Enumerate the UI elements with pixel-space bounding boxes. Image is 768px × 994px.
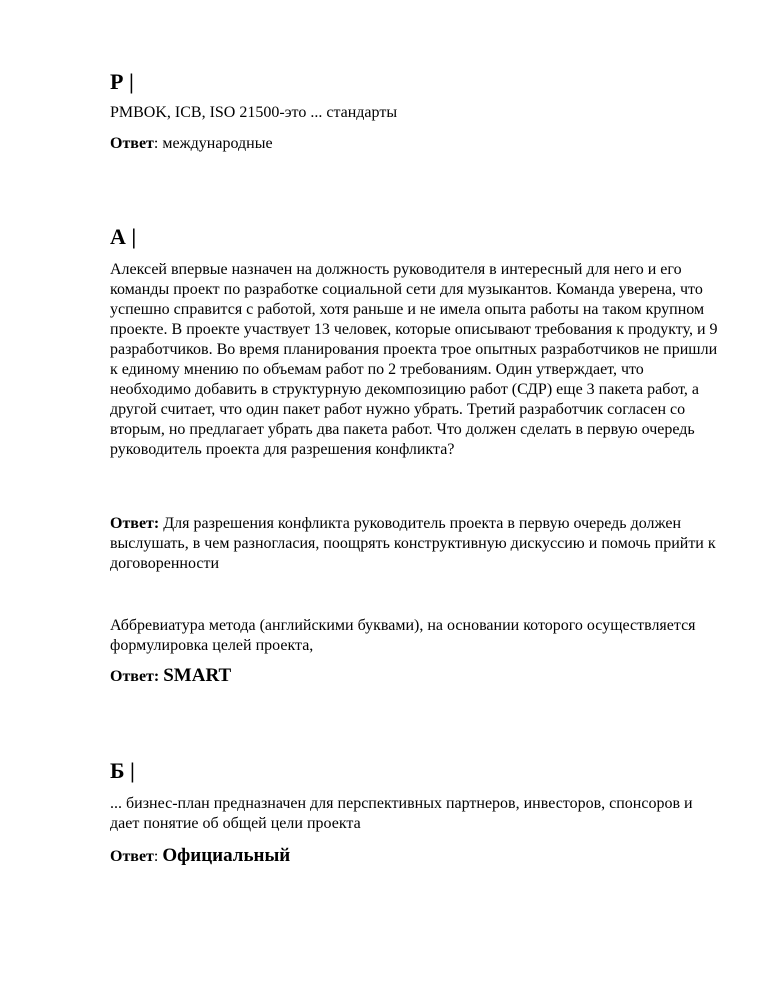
answer-text: Для разрешения конфликта руководитель проекта в первую очередь должен выслушать, в чем разногласия, поощрять конструктивную дискуссию и помочь прийти к договоренности <box>110 515 716 572</box>
question-text: ... бизнес-план предназначен для перспективных партнеров, инвесторов, спонсоров и дает понятие об общей цели проекта <box>110 795 693 832</box>
section-heading-b: Б | <box>110 758 135 783</box>
answer-text: международные <box>162 135 273 152</box>
answer-line <box>110 666 720 687</box>
answer-separator: : <box>153 135 163 152</box>
question-text: Алексей впервые назначен на должность руководителя в интересный для него и его команды проект по разработке социальной сети для музыкантов. Команда уверена, что успешно справится с работой, хотя раньше и не имела опыта работы на таком крупном проекте. В проекте участвует 13 человек, которые описывают требования к продукту, и 9 разработчиков. Во время планирования проекта трое опытных разработчиков не пришли к единому мнению по объемам работ по 2 требованиям. Один утверждает, что необходимо добавить в структурную декомпозицию работ (СДР) еще 3 пакета работ, а другой считает, что один пакет работ нужно убрать. Третий разработчик согласен со вторым, но предлагает убрать два пакета работ. Что должен сделать в первую очередь руководитель проекта для разрешения конфликта? <box>110 261 718 458</box>
answer-text: Официальный <box>162 845 291 866</box>
answer-line <box>110 846 720 867</box>
answer-label: Ответ: <box>110 515 160 532</box>
section-heading-r: Р | <box>110 69 134 94</box>
answer-text: SMART <box>163 665 232 686</box>
answer-label: Ответ: <box>110 668 160 685</box>
section-heading-a: А | <box>110 224 137 249</box>
question-text: PMBOK, ICB, ISO 21500-это ... стандарты <box>110 104 398 121</box>
answer-line <box>110 514 720 574</box>
answer-label: Ответ <box>110 135 154 152</box>
answer-separator: : <box>153 848 163 865</box>
question-text: Аббревиатура метода (английскими буквами), на основании которого осуществляется формулировка целей проекта, <box>110 617 696 654</box>
answer-label: Ответ <box>110 848 154 865</box>
answer-line <box>110 134 720 154</box>
